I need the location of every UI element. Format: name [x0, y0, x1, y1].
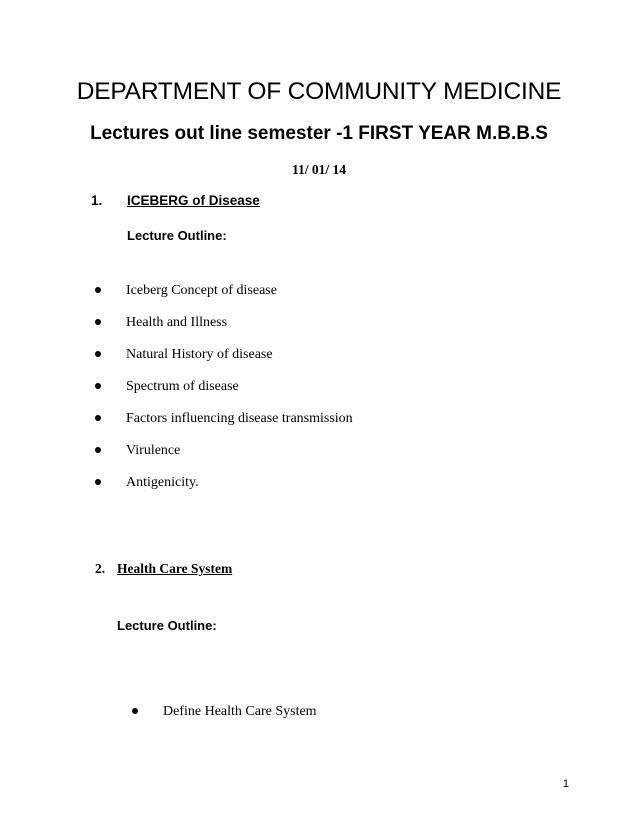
lecture-subtitle: Lectures out line semester -1 FIRST YEAR M.B.B.S — [90, 123, 548, 144]
list-item-text: Factors influencing disease transmission — [126, 411, 353, 426]
list-item — [95, 473, 353, 505]
bullet-icon — [95, 479, 101, 485]
list-item-text: Iceberg Concept of disease — [126, 283, 277, 298]
list-item — [132, 702, 317, 734]
department-title: DEPARTMENT OF COMMUNITY MEDICINE — [76, 78, 562, 105]
list-item — [95, 441, 353, 473]
list-item-text: Antigenicity. — [126, 475, 199, 490]
bullet-icon — [95, 287, 101, 293]
list-item — [95, 345, 353, 377]
page-number: 1 — [562, 778, 569, 790]
lecture-date: 11/ 01/ 14 — [291, 162, 346, 177]
section-2-title: Health Care System — [117, 561, 233, 576]
list-item-text: Spectrum of disease — [126, 379, 239, 394]
section-1-outline-label: Lecture Outline: — [127, 228, 227, 243]
list-item-text: Natural History of disease — [126, 347, 273, 362]
list-item-text: Health and Illness — [126, 315, 228, 330]
list-item — [95, 281, 353, 313]
bullet-icon — [95, 447, 101, 453]
section-2-number: 2. — [95, 561, 106, 576]
section-2-outline-label: Lecture Outline: — [117, 618, 217, 633]
section-1-title: ICEBERG of Disease — [127, 193, 260, 208]
section-2-outline-list — [132, 702, 317, 734]
list-item — [95, 377, 353, 409]
bullet-icon — [95, 351, 101, 357]
bullet-icon — [95, 415, 101, 421]
list-item — [95, 313, 353, 345]
list-item-text: Virulence — [126, 443, 181, 458]
list-item-text: Define Health Care System — [163, 704, 317, 719]
list-item — [95, 409, 353, 441]
bullet-icon — [95, 319, 101, 325]
bullet-icon — [132, 708, 138, 714]
section-1-outline-list — [95, 281, 353, 505]
bullet-icon — [95, 383, 101, 389]
section-1-number: 1. — [91, 193, 103, 208]
